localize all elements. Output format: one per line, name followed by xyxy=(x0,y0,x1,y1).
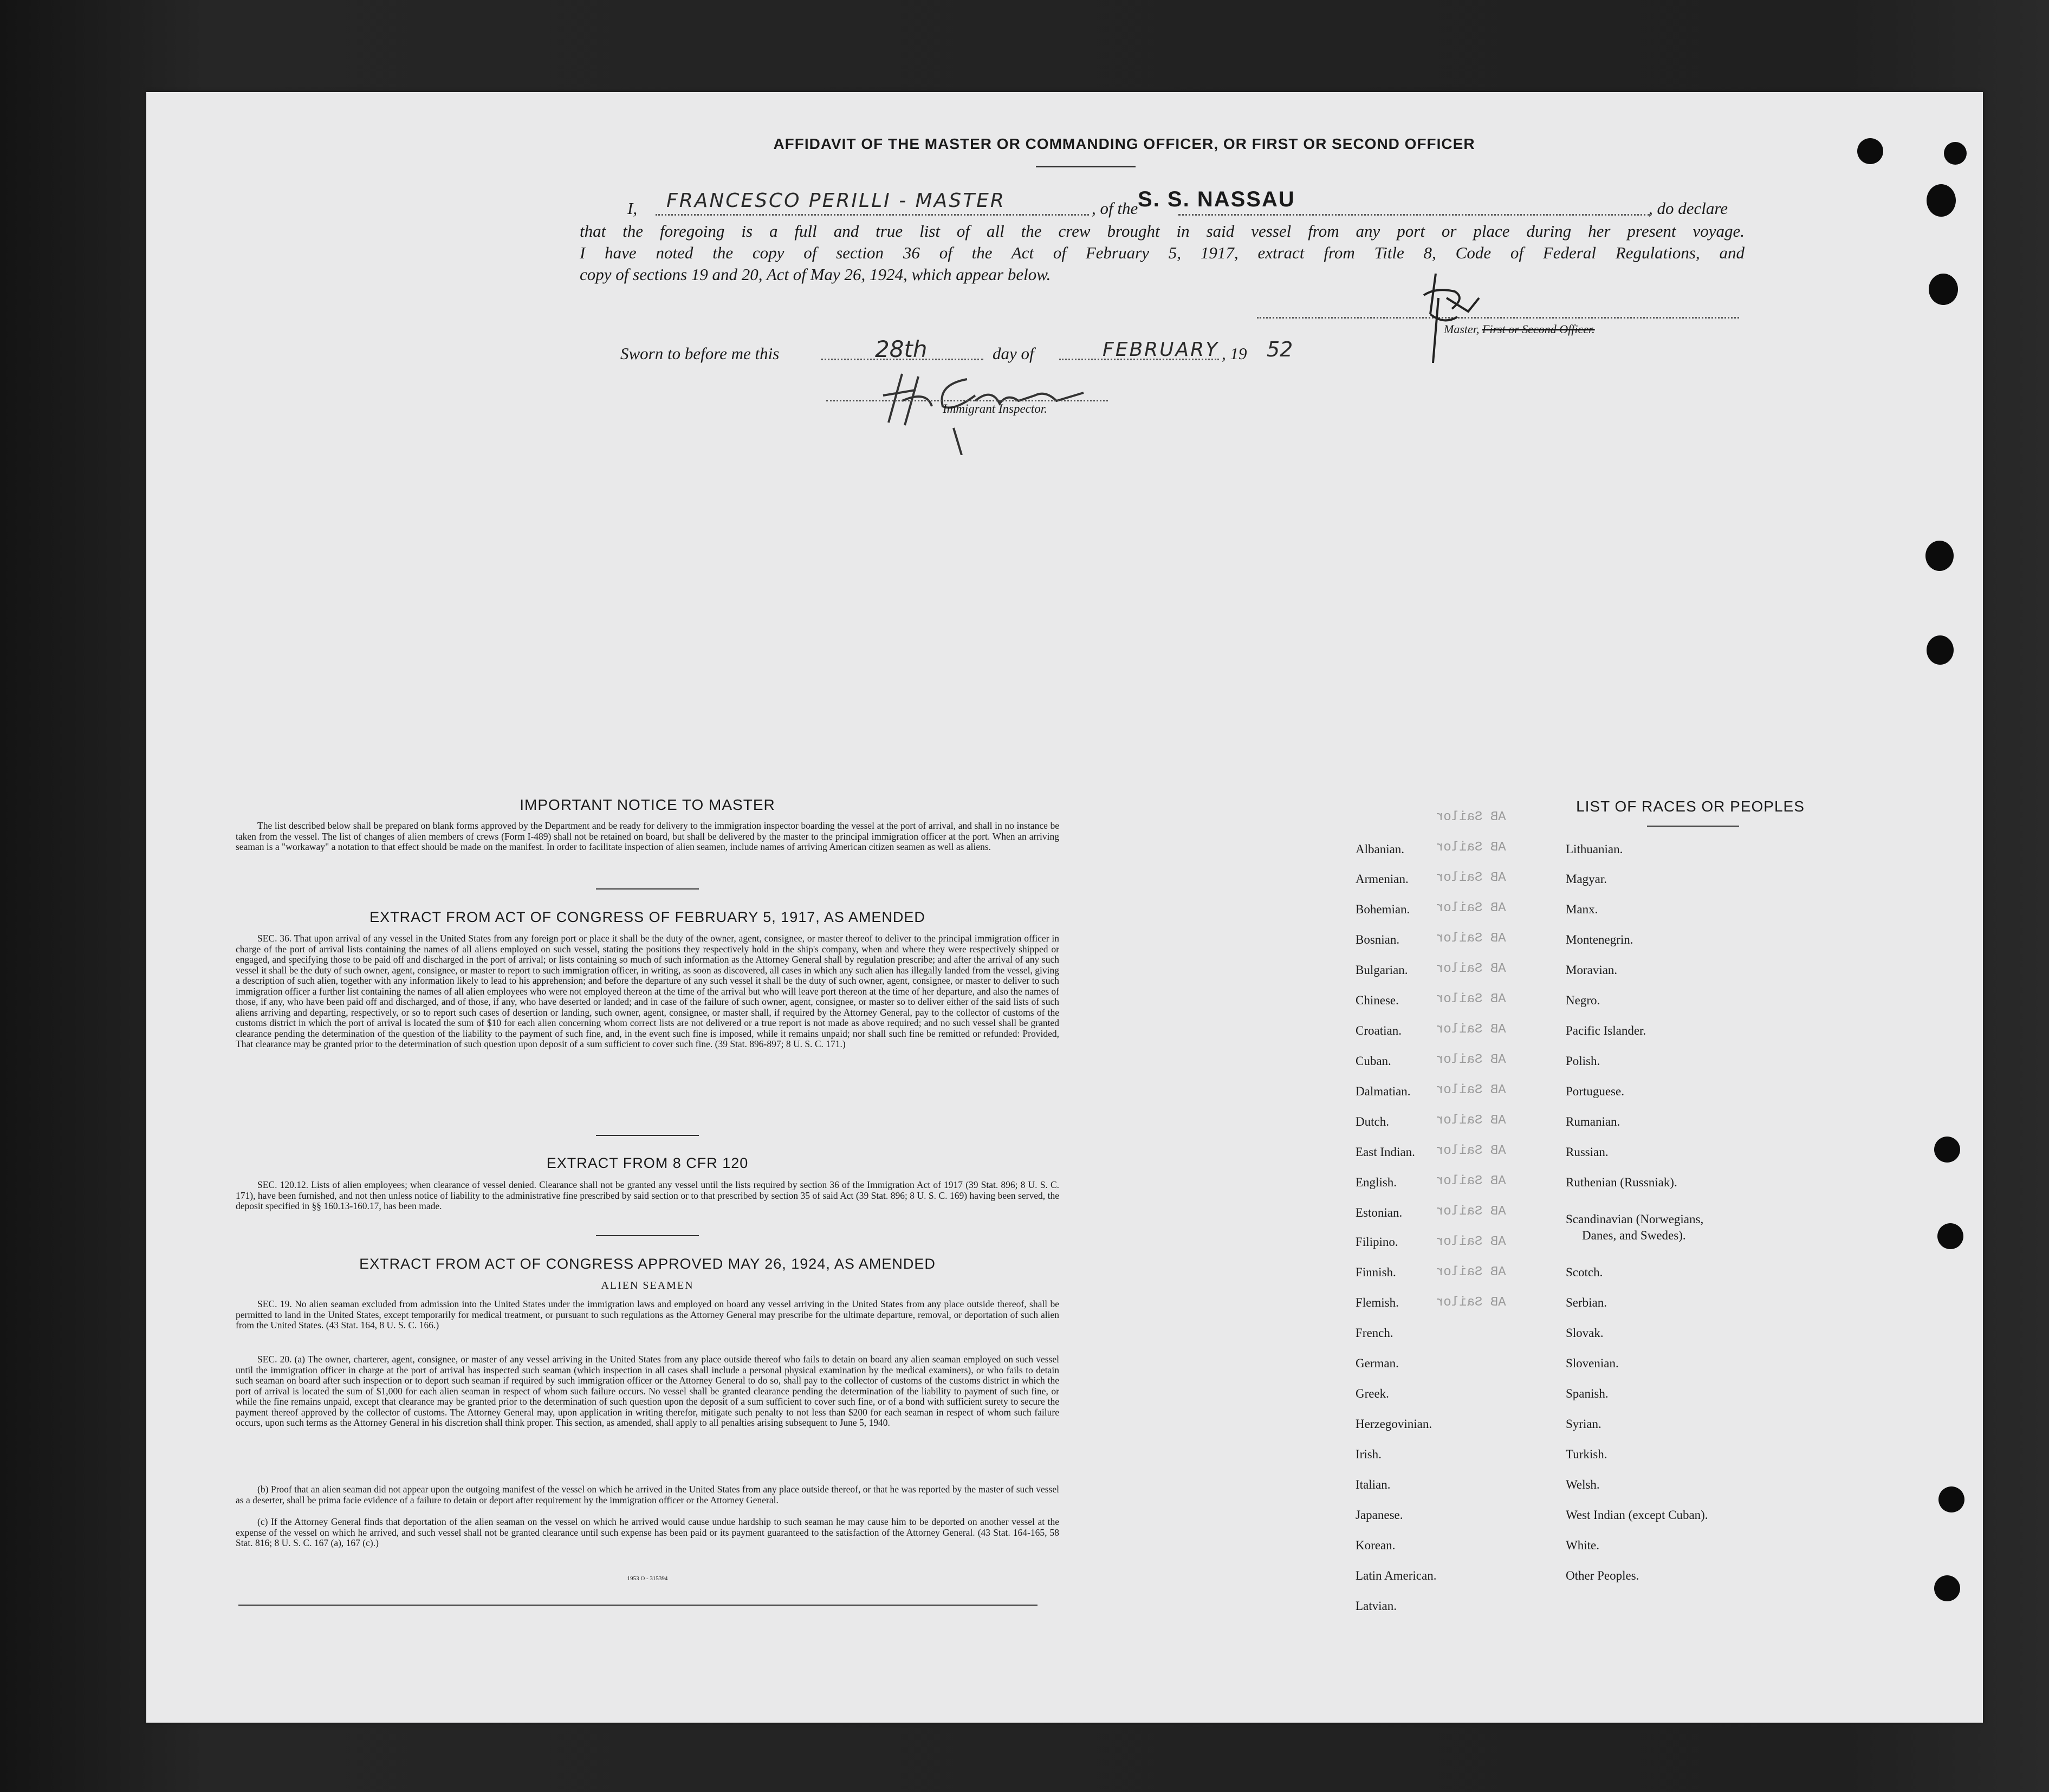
race-item: Syrian. xyxy=(1566,1417,1601,1431)
notice-body: The list described below shall be prepared on blank forms approved by the Department and be ready for delivery to the immigration inspector boarding the vessel at the port of arrival, and shall in no instance be taken from the vessel. The list of changes of alien members of crews (Form I-489) shall not be retained on board, but shall be delivered by the master to the principal immigration officer at the port. When an arriving seaman is a "workaway" a notation to that effect should be made on the manifest. In order to facilitate inspection of alien seamen, include names of arriving American citizen seamen as well as aliens. xyxy=(236,820,1059,852)
inspector-line xyxy=(826,400,1108,401)
race-item: Greek. xyxy=(1356,1387,1389,1400)
divider xyxy=(596,1235,699,1236)
extract-1917-body: SEC. 36. That upon arrival of any vessel in the United States from any foreign port or place it shall be the duty of the owner, agent, consignee, or master thereof to deliver to the principal immigration officer in charge of the port of arrival lists containing the names of all aliens employed on such vessel, stating the positions they respectively hold in the ship's company, when and where they were respectively shipped or engaged, and specifying those to be paid off and discharged in the port of arrival; or lists containing so much of such information as the Attorney General shall by regulation prescribe; and after the arrival of any such vessel it shall be the duty of such owner, agent, consignee, or master to report to such immigration officer, in writing, as soon as discovered, all cases in which any such alien has illegally landed from the vessel, giving a description of such alien, together with any information likely to lead to his apprehension; and before the departure of any such vessel it shall be the duty of such owner, agent, consignee, or master to deliver to such immigration officer a further list containing the names of all alien employees who were not employed thereon at the time of the arrival but who will leave port thereon at the time of her departure, and also the names of those, if any, who have been paid off and discharged, and of those, if any, who have deserted or landed; and in case of the failure of such owner, agent, consignee, or master so to deliver either of the said lists of such aliens arriving and departing, respectively, or so to report such cases of desertion or landing, such owner, agent, consignee, or master shall, if required by the Attorney General, pay to the collector of customs of the customs district in which the port of arrival is located the sum of $10 for each alien concerning whom correct lists are not delivered or a true report is not made as above required; and no such vessel shall be granted clearance pending the determination of the question of the liability to the payment of such fine, and, in the event such fine is imposed, while it remains unpaid; nor shall such fine be remitted or refunded: Provided, That clearance may be granted prior to the determination of such question upon deposit of a sum sufficient to cover such fine. (39 Stat. 896-897; 8 U. S. C. 171.) xyxy=(236,933,1059,1049)
sec20b-body: (b) Proof that an alien seaman did not appear upon the outgoing manifest of the vessel on which he arrived in the United States from any place outside thereof, or that he was reported by the master of such vessel as a deserter, shall be prima facie evidence of a failure to detain or deport after requirement by the immigration officer or the Attorney General. xyxy=(236,1484,1059,1505)
vessel-name: S. S. NASSAU xyxy=(1138,187,1295,211)
punch-hole xyxy=(1927,635,1954,665)
document-title: AFFIDAVIT OF THE MASTER OR COMMANDING OFFICER, OR FIRST OR SECOND OFFICER xyxy=(773,135,1475,152)
vessel-line xyxy=(1178,214,1650,216)
affidavit-line-4: copy of sections 19 and 20, Act of May 26, 1924, which appear below. xyxy=(580,265,1051,284)
race-item: Danes, and Swedes). xyxy=(1582,1229,1686,1242)
punch-hole xyxy=(1927,184,1956,217)
race-item: Rumanian. xyxy=(1566,1115,1620,1128)
affidavit-line-2: that the foregoing is a full and true list of all the crew brought in said vessel from any port or place during her present voyage. xyxy=(580,222,1745,241)
punch-hole xyxy=(1925,541,1954,571)
race-item: Dalmatian. xyxy=(1356,1085,1411,1098)
divider xyxy=(596,1135,699,1136)
race-item: White. xyxy=(1566,1538,1599,1552)
race-item: Latvian. xyxy=(1356,1599,1397,1613)
punch-hole xyxy=(1944,142,1967,165)
race-item: Armenian. xyxy=(1356,872,1409,886)
race-item: Polish. xyxy=(1566,1054,1600,1068)
sworn-label: Sworn to before me this xyxy=(620,344,780,363)
race-item: Cuban. xyxy=(1356,1054,1391,1068)
affidavit-do-declare: , do declare xyxy=(1649,199,1728,218)
race-item: Croatian. xyxy=(1356,1024,1402,1037)
races-heading: LIST OF RACES OR PEOPLES xyxy=(1576,798,1805,815)
race-item: French. xyxy=(1356,1326,1393,1340)
race-item: Pacific Islander. xyxy=(1566,1024,1646,1037)
race-item: Other Peoples. xyxy=(1566,1569,1639,1582)
race-item: Dutch. xyxy=(1356,1115,1389,1128)
race-item: Welsh. xyxy=(1566,1478,1600,1491)
bleedthrough-text: AB Sailor xyxy=(1436,1265,1506,1280)
bleedthrough-text: AB Sailor xyxy=(1436,992,1506,1007)
bleedthrough-text: AB Sailor xyxy=(1436,1295,1506,1310)
sec20c-body: (c) If the Attorney General finds that deportation of the alien seaman on the vessel on which he arrived would cause undue hardship to such seaman he may cause him to be deported on another vessel at the expense of the vessel on which he arrived, and such vessel shall not be granted clearance until such expense has been paid or its payment guaranteed to the satisfaction of the Attorney General. (43 Stat. 164-165, 58 Stat. 816; 8 U. S. C. 167 (a), 167 (c).) xyxy=(236,1516,1059,1548)
inspector-label: Immigrant Inspector. xyxy=(943,402,1047,415)
punch-hole xyxy=(1934,1575,1960,1601)
race-item: Herzegovinian. xyxy=(1356,1417,1432,1431)
race-item: Montenegrin. xyxy=(1566,933,1633,946)
extract-cfr-heading: EXTRACT FROM 8 CFR 120 xyxy=(546,1155,749,1171)
race-item: Latin American. xyxy=(1356,1569,1437,1582)
extract-1924-heading: EXTRACT FROM ACT OF CONGRESS APPROVED MAY 26, 1924, AS AMENDED xyxy=(359,1256,936,1272)
race-item: Spanish. xyxy=(1566,1387,1609,1400)
bleedthrough-text: AB Sailor xyxy=(1436,1174,1506,1189)
race-item: Portuguese. xyxy=(1566,1085,1624,1098)
race-item: West Indian (except Cuban). xyxy=(1566,1508,1708,1522)
sec19-body: SEC. 19. No alien seaman excluded from admission into the United States under the immigration laws and employed on board any vessel arriving in the United States from any place outside thereof, shall be permitted to land in the United States, except temporarily for medical treatment, or pursuant to such regulations as the Attorney General may prescribe for the ultimate departure, removal, or deportation of such alien from the United States. (43 Stat. 164, 8 U. S. C. 166.) xyxy=(236,1298,1059,1330)
race-item: Filipino. xyxy=(1356,1235,1398,1249)
race-item: Japanese. xyxy=(1356,1508,1403,1522)
bleedthrough-text: AB Sailor xyxy=(1436,1022,1506,1037)
race-item: Russian. xyxy=(1566,1145,1609,1159)
signer-title-master: Master, xyxy=(1444,322,1480,336)
race-item: Lithuanian. xyxy=(1566,842,1623,856)
title-underline xyxy=(1036,166,1136,167)
day-of-label: day of xyxy=(993,344,1034,363)
race-item: Turkish. xyxy=(1566,1447,1607,1461)
bleedthrough-text: AB Sailor xyxy=(1436,1053,1506,1067)
divider xyxy=(596,888,699,889)
bleedthrough-text: AB Sailor xyxy=(1436,840,1506,855)
bleedthrough-text: AB Sailor xyxy=(1436,1204,1506,1219)
race-item: Slovak. xyxy=(1566,1326,1604,1340)
race-item: Irish. xyxy=(1356,1447,1382,1461)
race-item: German. xyxy=(1356,1356,1399,1370)
race-item: Bosnian. xyxy=(1356,933,1400,946)
race-item: Estonian. xyxy=(1356,1206,1403,1219)
bleedthrough-text: AB Sailor xyxy=(1436,931,1506,946)
race-item: Italian. xyxy=(1356,1478,1391,1491)
races-underline xyxy=(1647,826,1739,827)
master-signature-line xyxy=(1257,317,1739,319)
bleedthrough-text: AB Sailor xyxy=(1436,871,1506,885)
name-line xyxy=(656,214,1089,216)
punch-hole xyxy=(1934,1137,1960,1163)
bleedthrough-text: AB Sailor xyxy=(1436,962,1506,976)
master-signature-mark xyxy=(1414,265,1490,374)
race-item: Korean. xyxy=(1356,1538,1396,1552)
bleedthrough-text: AB Sailor xyxy=(1436,901,1506,916)
sec20a-body: SEC. 20. (a) The owner, charterer, agent, consignee, or master of any vessel arriving in the United States from any place outside thereof who fails to detain on board any alien seaman employed on such vessel until the immigration officer in charge at the port of arrival has inspected such seaman (which inspection in all cases shall include a personal physical examination by the medical examiners), or who fails to detain such seaman on board after such inspection or to deport such seaman if required by such immigration officer or the Attorney General to do so, shall pay to the collector of customs of the customs district in which the port of arrival is located the sum of $1,000 for each alien seaman in respect of whom such failure occurs. No vessel shall be granted clearance pending the determination of the liability to payment of such fine, or while the fine remains unpaid, except that clearance may be granted prior to the determination of such question upon the deposit of a sum sufficient to cover such fine, or of a bond with sufficient surety to secure the payment thereof approved by the collector of customs. The Attorney General may, upon application in writing therefor, mitigate such penalty to not less than $200 for each seaman in respect of whom such failure occurs, upon such terms as the Attorney General in his discretion shall think proper. This section, as amended, shall apply to all penalties arising subsequent to June 5, 1940. xyxy=(236,1354,1059,1428)
race-item: Moravian. xyxy=(1566,963,1618,977)
race-item: Manx. xyxy=(1566,903,1598,916)
race-item: Scotch. xyxy=(1566,1265,1603,1279)
race-item: Finnish. xyxy=(1356,1265,1396,1279)
race-item: Bulgarian. xyxy=(1356,963,1408,977)
affidavit-line-3: I have noted the copy of section 36 of the Act of February 5, 1917, extract from Title 8, Code of Federal Regulations, and xyxy=(580,243,1745,262)
bottom-rule xyxy=(238,1605,1038,1606)
year-prefix: , 19 xyxy=(1222,344,1247,363)
printer-mark: 1953 O - 315394 xyxy=(627,1575,668,1582)
bleedthrough-text: AB Sailor xyxy=(1436,1235,1506,1249)
extract-cfr-body: SEC. 120.12. Lists of alien employees; when clearance of vessel denied. Clearance shall not be granted any vessel until the lists required by section 36 of the Immigration Act of 1917 (39 Stat. 896; 8 U. S. C. 171), have been furnished, and not then unless notice of liability to the administrative fine prescribed by said section or to that prescribed by section 35 of said Act (39 Stat. 896; 8 U. S. C. 169) having been served, the deposit specified in §§ 160.13-160.17, has been made. xyxy=(236,1179,1059,1211)
extract-1917-heading: EXTRACT FROM ACT OF CONGRESS OF FEBRUARY 5, 1917, AS AMENDED xyxy=(369,909,925,925)
bleedthrough-text: AB Sailor xyxy=(1436,810,1506,824)
race-item: Chinese. xyxy=(1356,994,1399,1007)
race-item: English. xyxy=(1356,1176,1397,1189)
race-item: Magyar. xyxy=(1566,872,1607,886)
document-page xyxy=(146,92,1983,1723)
affidavit-i: I, xyxy=(627,199,638,218)
race-item: East Indian. xyxy=(1356,1145,1415,1159)
bleedthrough-text: AB Sailor xyxy=(1436,1144,1506,1158)
race-item: Ruthenian (Russniak). xyxy=(1566,1176,1677,1189)
day-handwritten: 28th xyxy=(875,336,928,362)
master-name-handwritten: FRANCESCO PERILLI - MASTER xyxy=(666,190,1006,212)
bleedthrough-text: AB Sailor xyxy=(1436,1083,1506,1098)
punch-hole xyxy=(1857,138,1883,164)
race-item: Serbian. xyxy=(1566,1296,1607,1309)
punch-hole xyxy=(1929,274,1958,305)
race-item: Bohemian. xyxy=(1356,903,1410,916)
month-handwritten: FEBRUARY xyxy=(1103,339,1220,361)
year-handwritten: 52 xyxy=(1267,337,1293,361)
punch-hole xyxy=(1937,1223,1963,1249)
race-item: Slovenian. xyxy=(1566,1356,1619,1370)
punch-hole xyxy=(1938,1486,1964,1512)
affidavit-of-the: , of the xyxy=(1092,199,1138,218)
race-item: Flemish. xyxy=(1356,1296,1399,1309)
notice-heading: IMPORTANT NOTICE TO MASTER xyxy=(520,796,775,813)
race-item: Scandinavian (Norwegians, xyxy=(1566,1212,1704,1226)
signer-title-struck: First or Second Officer. xyxy=(1482,322,1595,336)
signer-title-label xyxy=(1444,322,1595,336)
race-item: Albanian. xyxy=(1356,842,1405,856)
extract-1924-subheading: ALIEN SEAMEN xyxy=(601,1280,694,1291)
race-item: Negro. xyxy=(1566,994,1600,1007)
bleedthrough-text: AB Sailor xyxy=(1436,1113,1506,1128)
